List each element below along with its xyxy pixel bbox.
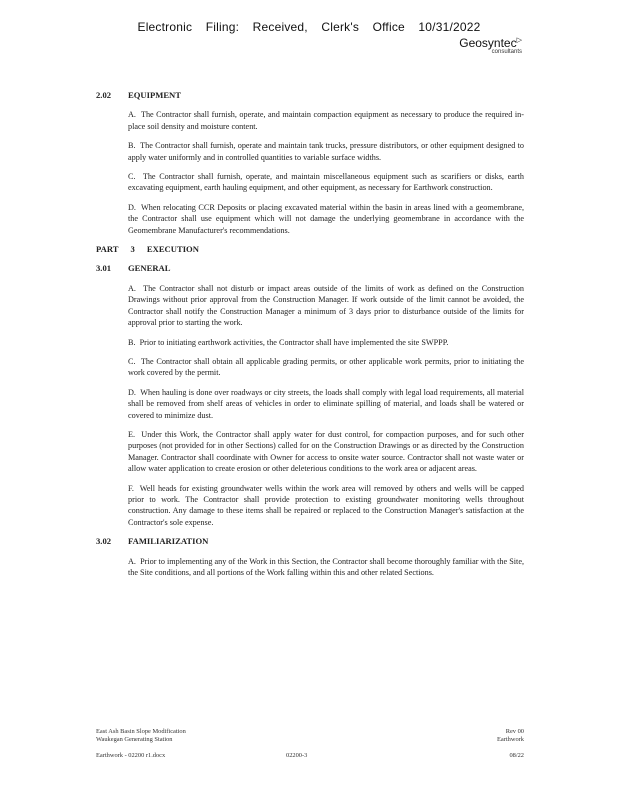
footer-bottom (96, 752, 524, 760)
footer-top (96, 728, 524, 744)
section-heading (96, 90, 524, 101)
footer-file: Earthwork - 02200 r1.docx (96, 752, 166, 759)
company-logo (459, 36, 522, 55)
paragraph: F. Well heads for existing groundwater wells within the work area will removed by others and wells will be capped prior to work. The Contractor shall provide protection to existing groundwater monitoring wells throughout construction. Any damage to these items shall be repaired or replaced to the Construction Manager's satisfaction at the Contractor's sole expense. (128, 483, 524, 527)
paragraph: B. Prior to initiating earthwork activities, the Contractor shall have implemented the site SWPPP. (128, 337, 449, 347)
paragraph: C. The Contractor shall furnish, operate, and maintain miscellaneous equipment such as scarifiers or disks, earth excavating equipment, earth hauling equipment, and other equipment, as necessary for Earthwork construction. (128, 172, 524, 193)
paragraph: B. The Contractor shall furnish, operate and maintain tank trucks, pressure distributors, or other equipment designed to apply water uniformly and in controlled quantities to variable surface widths. (128, 141, 524, 162)
footer-rev: Rev 00 (505, 728, 524, 735)
paragraph: A. The Contractor shall not disturb or impact areas outside of the limits of work as defined on the Construction Drawings without prior approval from the Construction Manager. If work outside of the limit cannot be avoided, the Contractor shall notify the Construction Manager a minimum of 3 days prior to disturbance outside of the limits for approval prior to starting the work. (128, 283, 524, 328)
section-title: FAMILIARIZATION (128, 536, 209, 547)
section-number: 3.02 (96, 536, 112, 547)
logo-mark-icon: ▷ (516, 37, 522, 44)
footer-date: 08/22 (509, 752, 524, 759)
section-title: EQUIPMENT (128, 90, 181, 100)
paragraph: D. When hauling is done over roadways or city streets, the loads shall comply with legal load requirements, all material shall be removed from shelf areas of vehicles in order to eliminate spilling of material, and loads shall be watered or covered to minimize dust. (128, 387, 524, 420)
electronic-filing-stamp: Electronic Filing: Received, Clerk's Office 10/31/2022 (137, 20, 481, 34)
section-number: 3.01 (96, 263, 112, 274)
section-heading (96, 536, 524, 547)
section-title: GENERAL (128, 263, 171, 274)
part-heading: PART 3 EXECUTION (96, 244, 199, 255)
section-heading (96, 263, 524, 274)
paragraph: D. When relocating CCR Deposits or placing excavated material within the basin in areas lined with a geomembrane, the Contractor shall use equipment which will not damage the underlying geomembrane in accordance with the Geomembrane Manufacturer's recommendations. (128, 202, 524, 235)
logo-name: Geosyntec (459, 36, 517, 50)
logo-subtitle: consultants (491, 49, 522, 55)
paragraph: E. Under this Work, the Contractor shall apply water for dust control, for compaction purposes, and for such other purposes (not provided for in other Sections) called for on the Construction Drawings or as directed by the Construction Manager. Contractor shall coordinate with Owner for access to onsite water source. Contractor shall not waste water or allow water application to create erosion or other deleterious conditions to the work area or adjacent areas. (128, 429, 524, 474)
footer-project: East Ash Basin Slope Modification (96, 728, 186, 735)
paragraph: A. The Contractor shall furnish, operate, and maintain compaction equipment as necessary to produce the required in-place soil density and moisture content. (128, 110, 524, 131)
footer-section: Earthwork (497, 736, 524, 743)
document-body (96, 90, 524, 586)
paragraph: C. The Contractor shall obtain all applicable grading permits, or other applicable work permits, prior to initiating the work covered by the permit. (128, 356, 524, 378)
footer-page-number: 02200-3 (286, 752, 308, 759)
section-number: 2.02 (96, 90, 112, 100)
footer-station: Waukegan Generating Station (96, 736, 173, 743)
paragraph: A. Prior to implementing any of the Work in this Section, the Contractor shall become thoroughly familiar with the Site, the Site conditions, and all portions of the Work falling within this and other related Sections. (128, 556, 524, 577)
